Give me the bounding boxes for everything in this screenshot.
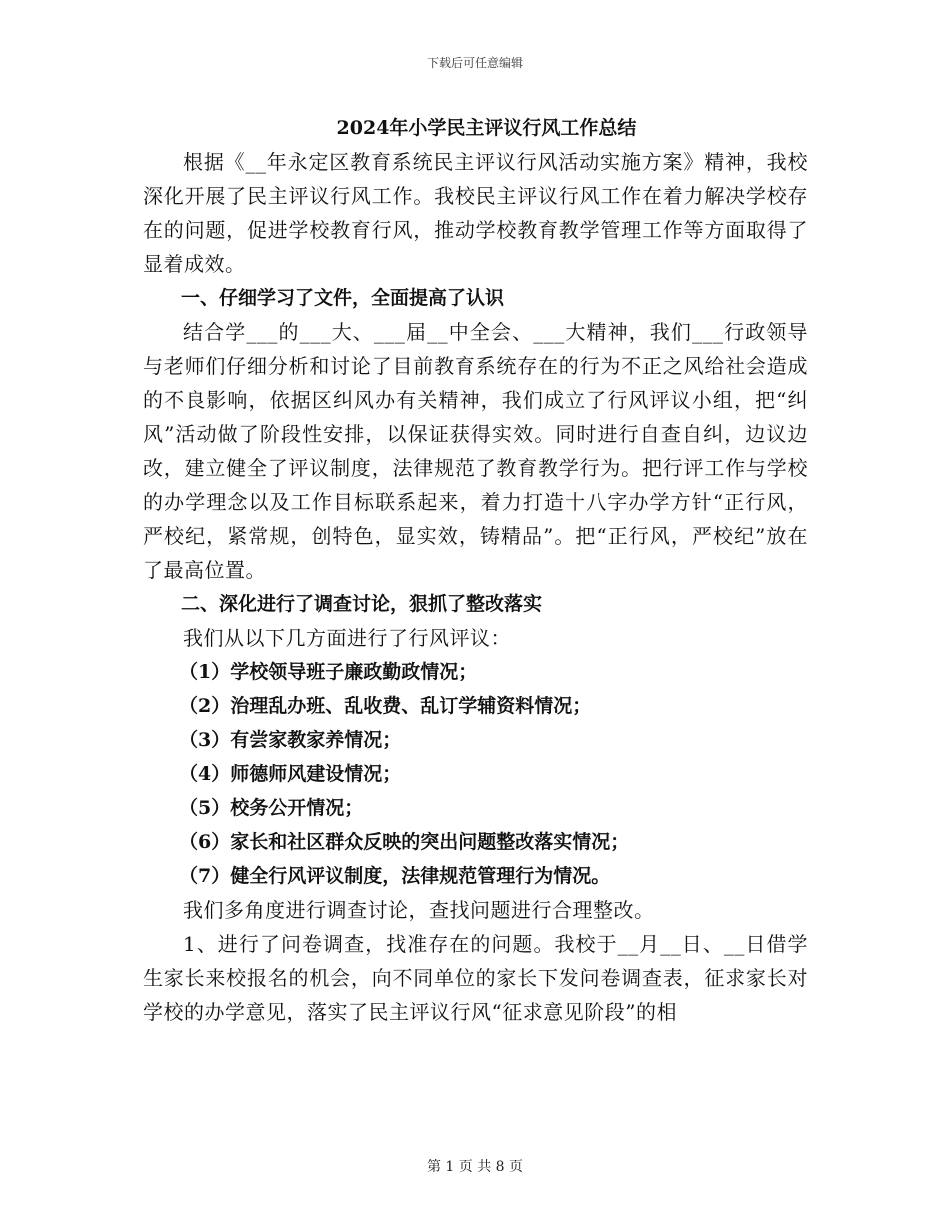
section-1-paragraph: 结合学___的___大、___届__中全会、___大精神，我们___行政领导与老师们仔细分析和讨论了目前教育系统存在的行为不正之风给社会造成的不良影响，依据区纠风办有关精神，我们成立了行风评议小组，把“纠风”活动做了阶段性安排，以保证获得实效。同时进行自查自纠，边议边改，建立健全了评议制度，法律规范了教育教学行为。把行评工作与学校的办学理念以及工作目标联系起来，着力打造十八字办学方针“正行风，严校纪，紧常规，创特色，显实效，铸精品”。把“正行风，严校纪”放在了最高位置。 <box>143 320 808 582</box>
header-note: 下载后可任意编辑 <box>426 56 523 70</box>
list-item: （6）家长和社区群众反映的突出问题整改落实情况； <box>179 831 630 853</box>
intro-paragraph: 根据《__年永定区教育系统民主评议行风活动实施方案》精神，我校深化开展了民主评议行风工作。我校民主评议行风工作在着力解决学校存在的问题，促进学校教育行风，推动学校教育教学管理工作等方面取得了显着成效。 <box>143 150 808 276</box>
list-item: （5）校务公开情况； <box>179 797 364 819</box>
document-title: 2024年小学民主评议行风工作总结 <box>336 117 637 139</box>
list-item: （4）师德师风建设情况； <box>179 763 402 785</box>
section-2-lead: 我们从以下几方面进行了行风评议： <box>183 626 511 650</box>
list-item: （7）健全行风评议制度，法律规范管理行为情况。 <box>179 865 611 887</box>
section-2-heading: 二、深化进行了调查讨论，狠抓了整改落实 <box>181 593 543 615</box>
list-item: （1）学校领导班子廉政勤政情况； <box>179 661 478 683</box>
section-1-heading: 一、仔细学习了文件，全面提高了认识 <box>181 287 505 309</box>
point-1-paragraph: 1、进行了问卷调查，找准存在的问题。我校于__月__日、__日借学生家长来校报名的机会，向不同单位的家长下发问卷调查表，征求家长对学校的办学意见，落实了民主评议行风“征求意见阶段”的相 <box>143 932 808 1024</box>
section-2-followup: 我们多角度进行调查讨论，查找问题进行合理整改。 <box>183 898 655 922</box>
list-item: （3）有尝家教家养情况； <box>179 729 402 751</box>
document-body <box>143 111 808 1029</box>
list-item: （2）治理乱办班、乱收费、乱订学辅资料情况； <box>179 695 592 717</box>
page-number: 第 1 页 共 8 页 <box>426 1159 524 1175</box>
